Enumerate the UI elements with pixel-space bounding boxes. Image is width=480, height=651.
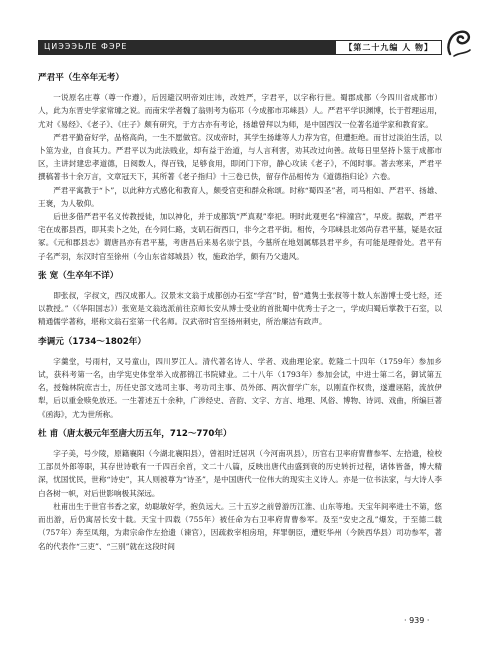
swirl-ornament-icon <box>444 26 474 58</box>
entry-paragraph: 杜甫出生于世官书香之家，幼聪敏好学，抱负远大。三十五岁之前曾游历江淮、山东等地。天宝年间率进士不第，悠而出游，后仍寓居长安十载。天宝十四载（755年）被任命为右卫率府胄曹参军。及至“安史之乱”爆发，于至德二载（757年）奔至凤翔，为肃宗命作左拾遗（谏官），因疏救宰相房琯，拜罪朝臣，遭贬华州（今陕西华县）司功参军，著名的代表作“三吏”、“三别”就在这段时间 <box>38 501 442 551</box>
entry-title: 张 宽（生卒年不详） <box>38 270 119 281</box>
entry-title: 严君平（生卒年无考） <box>38 73 124 83</box>
biography-entry <box>38 428 442 553</box>
entry-paragraph: 字羹堂，号雨村，又号童山，四川罗江人。清代著名诗人、学者、戏曲理论家。乾隆二十四年（1759年）参加乡试，获科考第一名，由学宪史体堂举入成都锦江书院肄业。二十八年（1793年）参加会试，中进士第二名，御试第五名，授翰林院庶吉士，历任史部文选司主事、考功司主事、员外郎、两次督学广东，以刚直作权贵，遂遭诬陷，流放伊犁，后以重金赎免放还。一生著述五十余种，广涉经史、音韵、文字、方言、地理、风俗、博物、诗词、戏曲，所编巨著《函海》，尤为世所称。 <box>38 356 442 419</box>
biography-entry <box>38 72 442 263</box>
page-number: · 939 · <box>404 616 430 625</box>
article-body <box>38 72 442 560</box>
entry-paragraph: 严君平寓教于“卜”，以此种方式感化和教育人，颇受官吏和群众称颂。时称“蜀四圣”者，司马相如、严君平、扬雄、王褒，为人敬仰。 <box>38 185 442 208</box>
entry-paragraph: 一说原名庄尊（尊一作遵），后因避汉明帝刘庄讳，改姓严，字君平，以字称行世。蜀郡成都（今四川省成都市）人，此为东晋史学家常璩之说。而南宋学者魏了翁则考为临邛（今成都市邛崃县）人。严君平学识渊博，长于哲理运用，尤对《易经》、《老子》、《庄子》颇有研究，于方古亦有考论，扬雄曾拜以为师，是中国西汉一位著名道学家和教育家。 <box>38 93 442 129</box>
entry-title: 杜 甫（唐太极元年至唐大历五年，712～770年） <box>38 428 232 439</box>
biography-entry <box>38 270 442 329</box>
entry-paragraph: 严君平勤奋好学，品格高尚，一生不愿做官。汉成帝时，其学生扬雄等人力荐为官，但遭拒绝。而甘过淡泊生活，以卜筮为业，自食其力。严君平以为此法贱业，却有益于治道，与人言利害，劝其改过向善。故每日里坚持卜筮于成都市区，主讲封建忠孝道德，日阅数人，得百钱，足够食用，即闭门下帘，静心攻读《老子》，不闻时事。著去寒来，严君平撰稿著书十余万言，文章冠天下，其所著《老子指归》十三卷已佚，留存作品相传为《道德指归论》六卷。 <box>38 132 442 182</box>
running-header <box>38 40 442 55</box>
running-header-section: 【第二十九编 人 物】 <box>335 40 442 55</box>
running-header-left: ЦИЭЭЭЬЛЕ ФЭРЕ <box>44 42 128 51</box>
biography-entry <box>38 336 442 421</box>
entry-paragraph: 字子美，号少陵，原籍襄阳（今湖北襄阳县），曾祖时迁居巩（今河南巩县），历官右卫率府胄曹参军、左拾遗，检校工部员外郎等职，其存世诗歌有一千四百余首，文二十八篇，反映出唐代由盛到衰的历史转折过程，诸体皆备，博大精深，忧国忧民，世称“诗史”，其人则被尊为“诗圣”，是中国唐代一位伟大的现实主义诗人。亦是一位书法家，与大诗人李白各树一帜，对后世影响极其深远。 <box>38 449 442 498</box>
entry-title: 李调元（1734～1802年） <box>38 336 146 347</box>
entry-paragraph: 即张叔，字叔文，西汉成都人。汉景末文翁于成都创办石室“学宫”时，曾“遣隽士张叔等十数人东游博士受七经，还以教授。”（《华阳国志》）张宽是文翁选派前往京师长安从博士受业的首批蜀中优秀士子之一，学成归蜀后掌教于石室，以精通儒学著称，堪称文翁石室第一代名师。汉武帝时官至扬州刺史，所治廉洁有政声。 <box>38 291 442 327</box>
entry-paragraph: 后世多借严君平名义传教授徒，加以神化，并于成都筑“严真观”奉祀。明时此观更名“梓潼宫”，早废。据载，严君平宅在成都县西，即其卖卜之处，在今同仁路，支矶石街西口，非今之君平街。相传，今邛崃县北郊尚存君平墓，疑是衣冠冢。《元和郡县志》谓唐昌亦有君平墓，考唐昌后来易名崇宁县，今墓所在地划属郫县君平乡，有可能是理骨处。君平有子名严羽，东汉时官至徐州（今山东省郯城县）牧，施政治学，颇有乃父遗风。 <box>38 212 442 261</box>
